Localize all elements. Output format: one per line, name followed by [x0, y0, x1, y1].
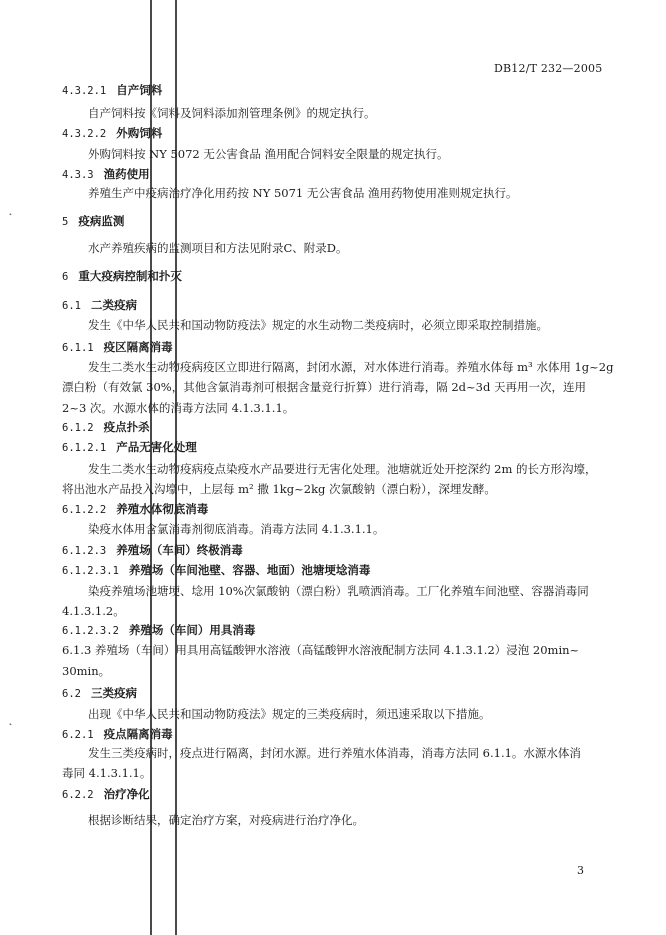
section-heading: 6.1.2.3 养殖场（车间）终极消毒 — [62, 543, 243, 557]
paragraph-line: 发生《中华人民共和国动物防疫法》规定的水生动物二类疫病时，必须立即采取控制措施。 — [88, 318, 548, 332]
section-heading: 6.1 二类疫病 — [62, 298, 137, 312]
section-heading: 6.1.2.3.1 养殖场（车间池壁、容器、地面）池塘埂埝消毒 — [62, 563, 371, 577]
section-heading: 4.3.3 渔药使用 — [62, 167, 150, 181]
paragraph-line: 毒同 4.1.3.1.1。 — [62, 766, 152, 780]
standard-code: DB12/T 232—2005 — [494, 62, 603, 75]
section-heading: 6.1.1 疫区隔离消毒 — [62, 340, 173, 354]
paragraph-line: 根据诊断结果，确定治疗方案，对疫病进行治疗净化。 — [88, 813, 364, 827]
section-heading: 6.1.2 疫点扑杀 — [62, 420, 150, 434]
paragraph-line: 4.1.3.1.2。 — [62, 604, 125, 618]
paragraph-line: 2~3 次。水源水体的消毒方法同 4.1.3.1.1。 — [62, 401, 295, 415]
section-heading: 6.1.2.1 产品无害化处理 — [62, 440, 197, 454]
paragraph-line: 漂白粉（有效氯 30%，其他含氯消毒剂可根据含量竞行折算）进行消毒，隔 2d~3d 天再用一次，连用 — [62, 380, 587, 394]
section-heading: 6.1.2.2 养殖水体彻底消毒 — [62, 502, 209, 516]
section-heading: 6.2 三类疫病 — [62, 686, 137, 700]
scan-mark: ˛ — [8, 205, 13, 216]
paragraph-line: 发生二类水生动物疫病疫点染疫水产品要进行无害化处理。池塘就近处开挖深约 2m 的长方形沟壕， — [88, 462, 597, 476]
paragraph-line: 30min。 — [62, 664, 111, 678]
paragraph-line: 外购饲料按 NY 5072 无公害食品 渔用配合饲料安全限量的规定执行。 — [88, 147, 449, 161]
section-heading: 5 疫病监测 — [62, 214, 125, 228]
section-heading: 6.2.1 疫点隔离消毒 — [62, 727, 173, 741]
section-heading: 6.2.2 治疗净化 — [62, 787, 150, 801]
paragraph-line: 出现《中华人民共和国动物防疫法》规定的三类疫病时，须迅速采取以下措施。 — [88, 707, 491, 721]
page-number: 3 — [577, 864, 584, 877]
paragraph-line: 自产饲料按《饲料及饲料添加剂管理条例》的规定执行。 — [88, 106, 376, 120]
paragraph-line: 发生二类水生动物疫病疫区立即进行隔离，封闭水源，对水体进行消毒。养殖水体每 m³ 水体用 1g~2g — [88, 360, 614, 374]
paragraph-line: 发生三类疫病时，疫点进行隔离，封闭水源。进行养殖水体消毒，消毒方法同 6.1.1。水源水体消 — [88, 746, 581, 760]
paragraph-line: 水产养殖疾病的监测项目和方法见附录C、附录D。 — [88, 241, 348, 255]
scan-mark: ˛ — [8, 715, 13, 726]
paragraph-line: 6.1.3 养殖场（车间）用具用高锰酸钾水溶液（高锰酸钾水溶液配制方法同 4.1.3.1.2）浸泡 20min~ — [62, 643, 580, 657]
paragraph-line: 染疫水体用含氯消毒剂彻底消毒。消毒方法同 4.1.3.1.1。 — [88, 522, 385, 536]
paragraph-line: 染疫养殖场池塘埂、埝用 10%次氯酸钠（漂白粉）乳喷洒消毒。工厂化养殖车间池壁、容器消毒同 — [88, 584, 589, 598]
section-heading: 4.3.2.2 外购饲料 — [62, 126, 163, 140]
paragraph-line: 养殖生产中疫病治疗净化用药按 NY 5071 无公害食品 渔用药物使用准则规定执行。 — [88, 186, 518, 200]
section-heading: 4.3.2.1 自产饲料 — [62, 83, 163, 97]
section-heading: 6 重大疫病控制和扑灭 — [62, 269, 182, 283]
section-heading: 6.1.2.3.2 养殖场（车间）用具消毒 — [62, 623, 256, 637]
paragraph-line: 将出池水产品投入沟壕中，上层每 m² 撒 1kg~2kg 次氯酸钠（漂白粉），深埋发酵。 — [62, 482, 496, 496]
